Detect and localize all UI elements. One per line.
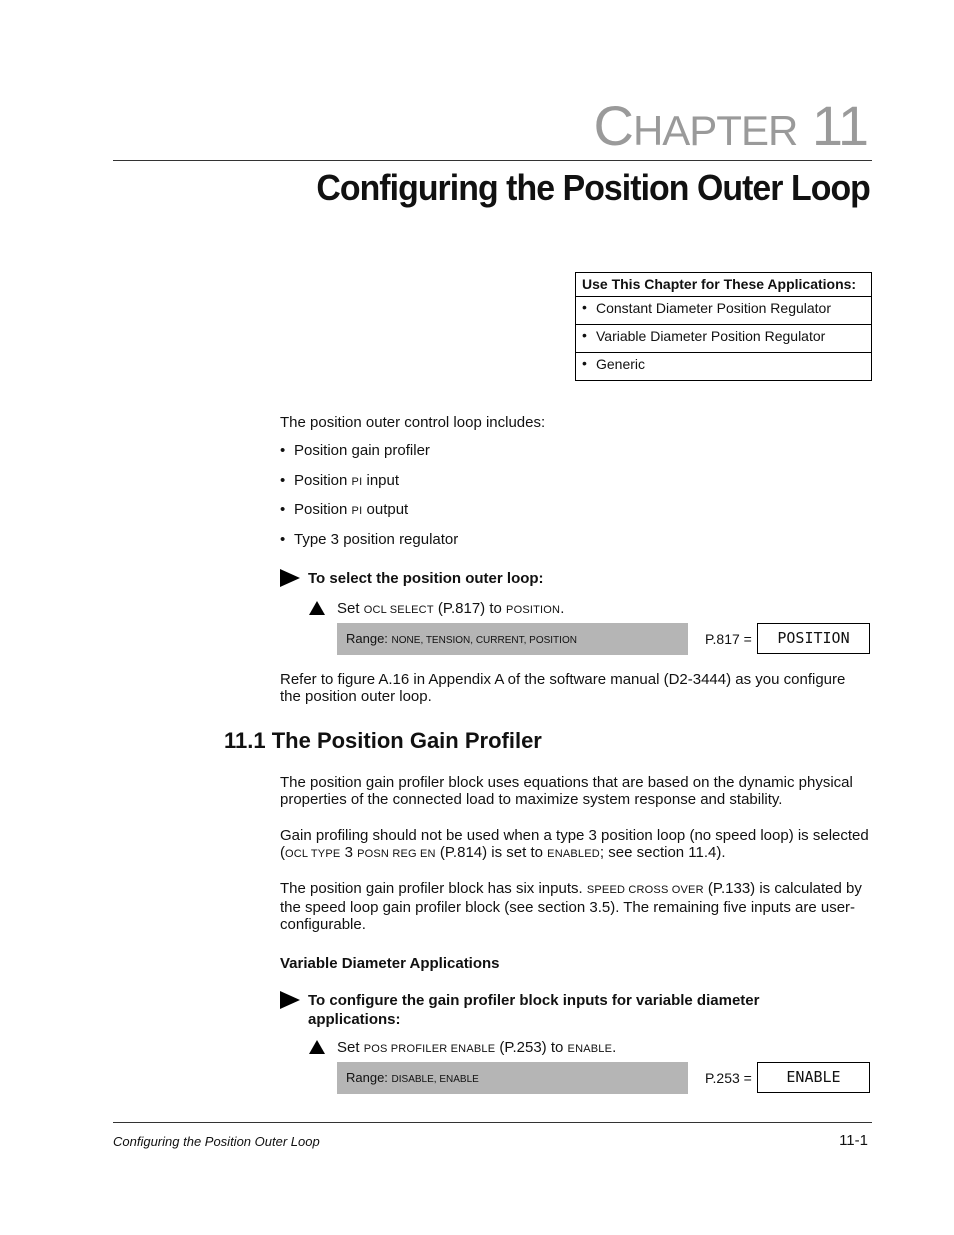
applications-box (575, 272, 872, 381)
range-bar: Range: DISABLE, ENABLE (337, 1062, 688, 1094)
section-paragraph: Gain profiling should not be used when a type 3 position loop (no speed loop) is selected (OCL TYPE 3 POSN REG EN (P.814) is set to ENABLED; see section 11.4). (280, 827, 869, 861)
intro-bullet: • Position PI output (280, 501, 409, 518)
page-number: 11-1 (839, 1132, 868, 1149)
procedure-step: Set OCL SELECT (P.817) to POSITION. (309, 600, 564, 619)
range-bar: Range: NONE, TENSION, CURRENT, POSITION (337, 623, 688, 655)
section-paragraph: The position gain profiler block has six inputs. SPEED CROSS OVER (P.133) is calculated by the speed loop gain profiler block (see section 3.5). The remaining five inputs are user-configurable. (280, 880, 862, 933)
parameter-value-box: POSITION (757, 623, 870, 654)
procedure-arrow-icon (280, 569, 300, 587)
applications-heading: Use This Chapter for These Applications: (576, 273, 871, 297)
step-triangle-icon (309, 1040, 325, 1054)
intro-lead: The position outer control loop includes: (280, 414, 546, 431)
parameter-value-box: ENABLE (757, 1062, 870, 1093)
section-heading: 11.1 The Position Gain Profiler (224, 728, 542, 753)
procedure-configure-gain-profiler: To configure the gain profiler block inputs for variable diameter applications: (280, 991, 780, 1029)
chapter-label: CHAPTER 11 (593, 94, 868, 157)
chapter-title: Configuring the Position Outer Loop (316, 167, 870, 208)
step-triangle-icon (309, 601, 325, 615)
footer-title: Configuring the Position Outer Loop (113, 1134, 320, 1149)
application-item: • Constant Diameter Position Regulator (576, 297, 871, 325)
footer-divider (113, 1122, 872, 1123)
intro-bullet: • Position gain profiler (280, 442, 430, 459)
chapter-divider (113, 160, 872, 161)
section-paragraph: The position gain profiler block uses equations that are based on the dynamic physical properties of the connected load to maximize system response and stability. (280, 774, 853, 808)
sub-heading: Variable Diameter Applications (280, 955, 500, 972)
refer-paragraph: Refer to figure A.16 in Appendix A of the software manual (D2-3444) as you configure the position outer loop. (280, 671, 846, 705)
parameter-label: P.253 = (705, 1070, 752, 1086)
procedure-arrow-icon (280, 991, 300, 1009)
application-item: • Generic (582, 355, 646, 372)
procedure-select-outer-loop: To select the position outer loop: (280, 569, 544, 588)
intro-bullet: • Position PI input (280, 472, 400, 489)
intro-bullet: • Type 3 position regulator (280, 531, 459, 548)
procedure-step: Set POS PROFILER ENABLE (P.253) to ENABLE. (309, 1039, 616, 1058)
application-item: • Variable Diameter Position Regulator (576, 325, 871, 353)
parameter-label: P.817 = (705, 631, 752, 647)
